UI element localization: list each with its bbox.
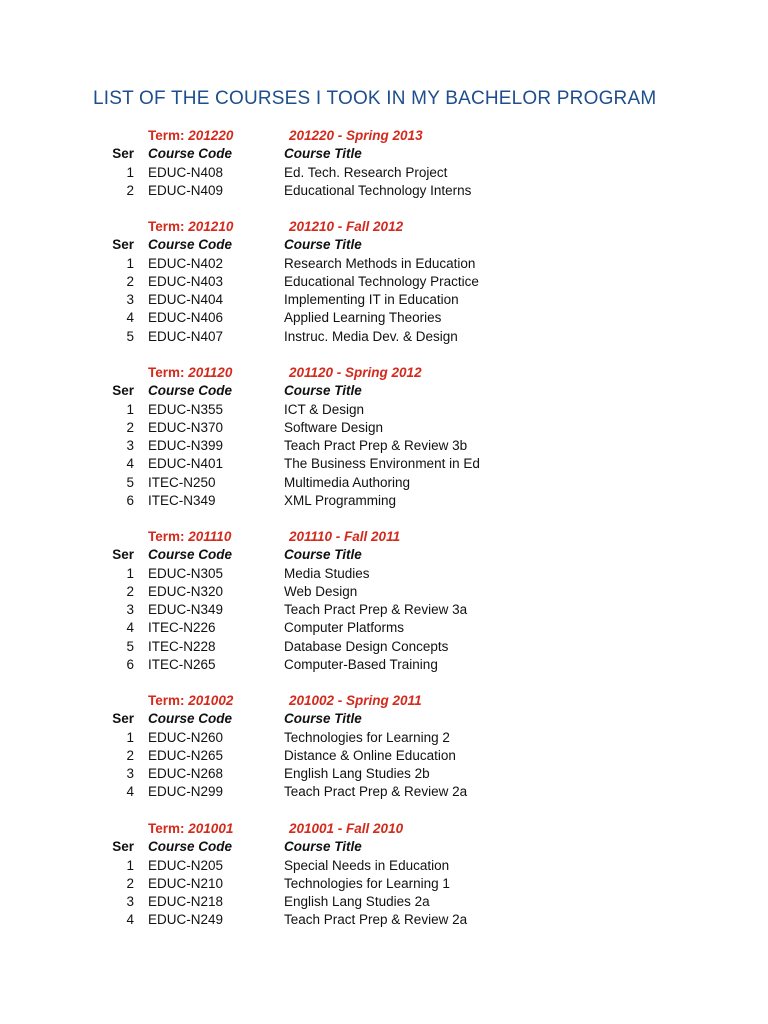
course-ser: 3: [126, 766, 134, 782]
table-row: [0, 583, 768, 601]
course-title: English Lang Studies 2a: [284, 894, 430, 910]
table-row: [0, 419, 768, 437]
course-code: EDUC-N205: [148, 857, 224, 873]
table-row: [0, 656, 768, 674]
term-label: Term:: [148, 529, 185, 544]
term-name: 201220 - Spring 2013: [289, 128, 423, 143]
term-name: 201002 - Spring 2011: [289, 693, 422, 708]
course-title: Computer Platforms: [284, 620, 405, 636]
term-heading: [0, 218, 768, 236]
course-code: EDUC-N401: [148, 456, 224, 472]
term-heading: [0, 692, 768, 710]
column-header-row: [0, 382, 768, 400]
term-code-value: 201001: [188, 821, 234, 836]
course-ser: 1: [126, 255, 134, 271]
term-section: [0, 364, 768, 510]
course-title: Teach Pract Prep & Review 2a: [284, 784, 468, 800]
course-code: EDUC-N355: [148, 401, 224, 417]
course-ser: 1: [126, 729, 134, 745]
course-title: Applied Learning Theories: [284, 310, 442, 326]
table-row: [0, 401, 768, 419]
table-row: [0, 765, 768, 783]
course-title: Computer-Based Training: [284, 657, 438, 673]
table-row: [0, 619, 768, 637]
table-row: [0, 182, 768, 200]
table-row: [0, 492, 768, 510]
header-title: Course Title: [284, 711, 362, 727]
course-code: ITEC-N250: [148, 474, 216, 490]
course-title: Teach Pract Prep & Review 3a: [284, 602, 468, 618]
column-header-row: [0, 236, 768, 254]
header-ser: Ser: [112, 839, 134, 855]
table-row: [0, 164, 768, 182]
course-title: Ed. Tech. Research Project: [284, 164, 448, 180]
course-code: EDUC-N305: [148, 565, 224, 581]
course-title: ICT & Design: [284, 401, 365, 417]
course-ser: 6: [126, 493, 134, 509]
column-header-row: [0, 546, 768, 564]
course-code: ITEC-N265: [148, 657, 216, 673]
table-row: [0, 601, 768, 619]
table-row: [0, 291, 768, 309]
course-code: EDUC-N370: [148, 419, 224, 435]
course-ser: 3: [126, 602, 134, 618]
header-ser: Ser: [112, 237, 134, 253]
course-ser: 2: [126, 747, 134, 763]
course-code: ITEC-N349: [148, 493, 216, 509]
header-code: Course Code: [148, 146, 233, 162]
course-title: Web Design: [284, 583, 358, 599]
course-title: Technologies for Learning 1: [284, 875, 450, 891]
term-label: Term:: [148, 365, 185, 380]
term-section: [0, 820, 768, 930]
course-title: Distance & Online Education: [284, 747, 456, 763]
course-title: Educational Technology Practice: [284, 273, 479, 289]
header-ser: Ser: [112, 711, 134, 727]
course-code: EDUC-N402: [148, 255, 224, 271]
course-title: XML Programming: [284, 493, 397, 509]
term-code: [148, 692, 233, 710]
header-ser: Ser: [112, 547, 134, 563]
table-row: [0, 255, 768, 273]
term-label: Term:: [148, 821, 185, 836]
table-row: [0, 893, 768, 911]
term-name: 201120 - Spring 2012: [289, 365, 422, 380]
course-title: Media Studies: [284, 565, 370, 581]
table-row: [0, 638, 768, 656]
term-code: [148, 218, 233, 236]
term-code-value: 201210: [188, 219, 234, 234]
header-title: Course Title: [284, 839, 362, 855]
course-code: EDUC-N403: [148, 273, 224, 289]
course-ser: 4: [126, 456, 134, 472]
term-code-value: 201220: [188, 128, 234, 143]
term-name: 201210 - Fall 2012: [289, 219, 404, 234]
table-row: [0, 474, 768, 492]
header-code: Course Code: [148, 711, 233, 727]
course-title: Teach Pract Prep & Review 2a: [284, 912, 468, 928]
course-ser: 4: [126, 784, 134, 800]
table-row: [0, 747, 768, 765]
table-row: [0, 273, 768, 291]
column-header-row: [0, 710, 768, 728]
course-ser: 2: [126, 419, 134, 435]
course-code: EDUC-N404: [148, 292, 224, 308]
header-ser: Ser: [112, 383, 134, 399]
term-heading: [0, 528, 768, 546]
term-section: [0, 692, 768, 802]
course-ser: 2: [126, 273, 134, 289]
course-ser: 2: [126, 182, 134, 198]
table-row: [0, 455, 768, 473]
course-code: EDUC-N299: [148, 784, 224, 800]
course-code: ITEC-N228: [148, 638, 216, 654]
course-code: EDUC-N320: [148, 583, 224, 599]
table-row: [0, 875, 768, 893]
course-title: Multimedia Authoring: [284, 474, 411, 490]
course-ser: 5: [126, 328, 134, 344]
course-title: Instruc. Media Dev. & Design: [284, 328, 458, 344]
course-ser: 4: [126, 310, 134, 326]
course-ser: 3: [126, 438, 134, 454]
header-title: Course Title: [284, 237, 362, 253]
term-code: [148, 820, 233, 838]
course-title: Research Methods in Education: [284, 255, 476, 271]
course-code: EDUC-N406: [148, 310, 224, 326]
term-code: [148, 127, 233, 145]
term-code-value: 201110: [188, 529, 232, 544]
table-row: [0, 328, 768, 346]
column-header-row: [0, 838, 768, 856]
course-code: EDUC-N407: [148, 328, 224, 344]
term-label: Term:: [148, 128, 185, 143]
course-code: EDUC-N218: [148, 894, 224, 910]
header-ser: Ser: [112, 146, 134, 162]
course-title: Database Design Concepts: [284, 638, 449, 654]
header-code: Course Code: [148, 547, 233, 563]
course-ser: 4: [126, 912, 134, 928]
course-title: Software Design: [284, 419, 384, 435]
table-row: [0, 729, 768, 747]
course-ser: 1: [126, 565, 134, 581]
course-code: EDUC-N349: [148, 602, 224, 618]
course-title: Educational Technology Interns: [284, 182, 472, 198]
course-code: EDUC-N210: [148, 875, 224, 891]
course-ser: 5: [126, 474, 134, 490]
table-row: [0, 309, 768, 327]
term-label: Term:: [148, 693, 185, 708]
table-row: [0, 857, 768, 875]
course-ser: 1: [126, 401, 134, 417]
course-title: Special Needs in Education: [284, 857, 450, 873]
course-title: Implementing IT in Education: [284, 292, 459, 308]
column-header-row: [0, 145, 768, 163]
course-ser: 4: [126, 620, 134, 636]
course-code: ITEC-N226: [148, 620, 216, 636]
course-code: EDUC-N249: [148, 912, 224, 928]
table-row: [0, 437, 768, 455]
table-row: [0, 783, 768, 801]
header-code: Course Code: [148, 383, 233, 399]
course-code: EDUC-N265: [148, 747, 224, 763]
term-name: 201001 - Fall 2010: [289, 821, 404, 836]
table-row: [0, 565, 768, 583]
course-title: The Business Environment in Ed: [284, 456, 480, 472]
term-code-value: 201002: [188, 693, 234, 708]
term-heading: [0, 820, 768, 838]
course-ser: 2: [126, 875, 134, 891]
course-title: Technologies for Learning 2: [284, 729, 450, 745]
header-title: Course Title: [284, 383, 362, 399]
header-code: Course Code: [148, 839, 233, 855]
course-code: EDUC-N268: [148, 766, 224, 782]
course-code: EDUC-N260: [148, 729, 224, 745]
course-ser: 6: [126, 657, 134, 673]
term-heading: [0, 127, 768, 145]
header-title: Course Title: [284, 547, 362, 563]
page-title: LIST OF THE COURSES I TOOK IN MY BACHELOR PROGRAM: [93, 88, 657, 109]
course-ser: 3: [126, 292, 134, 308]
course-ser: 5: [126, 638, 134, 654]
course-ser: 1: [126, 164, 134, 180]
term-code-value: 201120: [188, 365, 233, 380]
course-code: EDUC-N399: [148, 438, 224, 454]
course-code: EDUC-N409: [148, 182, 224, 198]
course-title: English Lang Studies 2b: [284, 766, 430, 782]
term-code: [148, 528, 231, 546]
course-code: EDUC-N408: [148, 164, 224, 180]
term-label: Term:: [148, 219, 185, 234]
term-section: [0, 127, 768, 200]
term-heading: [0, 364, 768, 382]
term-name: 201110 - Fall 2011: [289, 529, 401, 544]
course-title: Teach Pract Prep & Review 3b: [284, 438, 468, 454]
course-ser: 1: [126, 857, 134, 873]
course-ser: 2: [126, 583, 134, 599]
header-title: Course Title: [284, 146, 362, 162]
header-code: Course Code: [148, 237, 233, 253]
table-row: [0, 911, 768, 929]
term-section: [0, 218, 768, 346]
term-section: [0, 528, 768, 674]
course-ser: 3: [126, 894, 134, 910]
term-code: [148, 364, 232, 382]
